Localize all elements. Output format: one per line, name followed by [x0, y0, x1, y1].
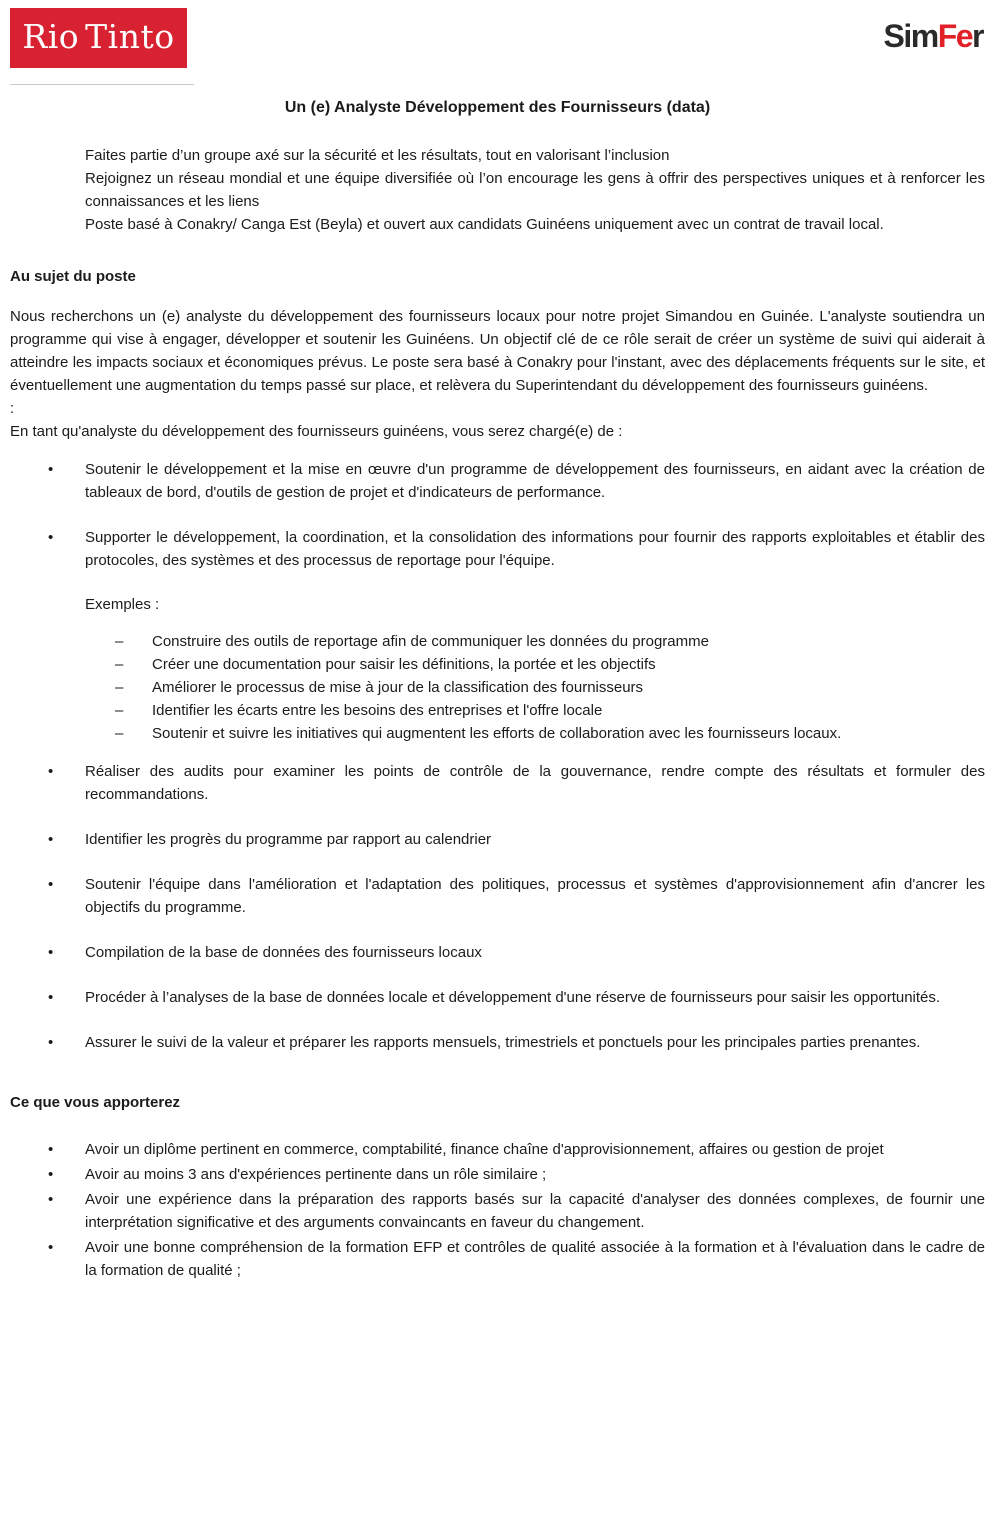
list-item: [48, 873, 985, 919]
list-item-text: Identifier les progrès du programme par rapport au calendrier: [85, 831, 492, 848]
simfer-logo: [884, 20, 983, 52]
list-item: [48, 1188, 985, 1234]
qualifications-list: [48, 1138, 985, 1282]
list-item-text: Améliorer le processus de mise à jour de la classification des fournisseurs: [152, 679, 644, 696]
bullet-marker: •: [48, 529, 54, 546]
responsibilities-list-rest: [48, 760, 985, 1054]
riotinto-logo: [10, 8, 187, 68]
bullet-marker: •: [48, 1141, 54, 1158]
logo-divider: [10, 84, 194, 85]
bullet-marker: •: [48, 1166, 54, 1183]
list-item: [48, 1138, 985, 1161]
list-item-text: Identifier les écarts entre les besoins des entreprises et l'offre locale: [152, 702, 603, 719]
section-heading-qualifications: Ce que vous apporterez: [10, 1094, 181, 1111]
list-item: [115, 653, 985, 676]
intro-paragraph-1: Faites partie d’un groupe axé sur la sécurité et les résultats, tout en valorisant l’inclusion: [85, 147, 670, 164]
list-item: [48, 458, 985, 504]
dash-marker: –: [115, 679, 124, 696]
examples-list: [115, 630, 985, 745]
list-item-text: Construire des outils de reportage afin de communiquer les données du programme: [152, 633, 709, 650]
bullet-marker: •: [48, 461, 54, 478]
list-item: [48, 1236, 985, 1282]
list-item: [48, 986, 985, 1009]
list-item-text: Avoir un diplôme pertinent en commerce, comptabilité, finance chaîne d'approvisionnement, affaires ou gestion de projet: [85, 1141, 884, 1158]
list-item-text: Avoir une bonne compréhension de la formation EFP et contrôles de qualité associée à la formation et à l'évaluation dans le cadre de la formation de qualité ;: [85, 1239, 985, 1279]
lead-in-line: En tant qu'analyste du développement des fournisseurs guinéens, vous serez chargé(e) de :: [10, 423, 623, 440]
list-item-text: Réaliser des audits pour examiner les points de contrôle de la gouvernance, rendre compte des résultats et formuler des recommandations.: [85, 763, 985, 803]
list-item-text: Supporter le développement, la coordination, et la consolidation des informations pour fournir des rapports exploitables et établir des protocoles, des systèmes et des processus de reportage pour l'équipe.: [85, 529, 985, 569]
simfer-logo-text-fe: Fe: [937, 18, 973, 54]
intro-block: [85, 144, 985, 236]
colon-line: :: [10, 400, 15, 417]
list-item-text: Assurer le suivi de la valeur et préparer les rapports mensuels, trimestriels et ponctuels pour les principales parties prenantes.: [85, 1034, 921, 1051]
list-item-text: Soutenir et suivre les initiatives qui augmentent les efforts de collaboration avec les fournisseurs locaux.: [152, 725, 842, 742]
list-item: [115, 722, 985, 745]
about-paragraph: Nous recherchons un (e) analyste du développement des fournisseurs locaux pour notre projet Simandou en Guinée. L'analyste soutiendra un programme qui vise à engager, développer et soutenir les Guinéens. Un objectif clé de ce rôle serait de créer un système de suivi qui aiderait à atteindre les impacts sociaux et économiques prévus. Le poste sera basé à Conakry pour l'instant, avec des déplacements fréquents sur le site, et éventuellement une augmentation du temps passé sur place, et relèvera du Superintendant du développement des fournisseurs guinéens.: [10, 308, 985, 394]
bullet-marker: •: [48, 1191, 54, 1208]
section-heading-about: Au sujet du poste: [10, 268, 136, 285]
list-item: [115, 630, 985, 653]
list-item: [48, 526, 985, 572]
list-item: [48, 1163, 985, 1186]
simfer-logo-text-sim: Sim: [883, 18, 938, 54]
dash-marker: –: [115, 633, 124, 650]
list-item-text: Procéder à l’analyses de la base de données locale et développement d'une réserve de fournisseurs pour saisir les opportunités.: [85, 989, 941, 1006]
bullet-marker: •: [48, 1034, 54, 1051]
bullet-marker: •: [48, 944, 54, 961]
list-item-text: Soutenir l'équipe dans l'amélioration et l'adaptation des politiques, processus et systèmes d'approvisionnement afin d'ancrer les objectifs du programme.: [85, 876, 985, 916]
responsibilities-list-top: [48, 458, 985, 572]
intro-paragraph-3: Poste basé à Conakry/ Canga Est (Beyla) et ouvert aux candidats Guinéens uniquement avec un contrat de travail local.: [85, 216, 884, 233]
list-item: [115, 676, 985, 699]
intro-paragraph-2: Rejoignez un réseau mondial et une équipe diversifiée où l’on encourage les gens à offrir des perspectives uniques et à renforcer les connaissances et les liens: [85, 170, 985, 210]
bullet-marker: •: [48, 876, 54, 893]
dash-marker: –: [115, 656, 124, 673]
list-item: [48, 1031, 985, 1054]
list-item-text: Compilation de la base de données des fournisseurs locaux: [85, 944, 482, 961]
examples-label: Exemples :: [85, 596, 160, 613]
page-title: Un (e) Analyste Développement des Fournisseurs (data): [284, 99, 711, 116]
list-item: [115, 699, 985, 722]
list-item-text: Avoir au moins 3 ans d'expériences pertinente dans un rôle similaire ;: [85, 1166, 547, 1183]
bullet-marker: •: [48, 763, 54, 780]
dash-marker: –: [115, 725, 124, 742]
dash-marker: –: [115, 702, 124, 719]
list-item: [48, 760, 985, 806]
list-item-text: Soutenir le développement et la mise en œuvre d'un programme de développement des fournisseurs, en aidant avec la création de tableaux de bord, d'outils de gestion de projet et d'indicateurs de performance.: [85, 461, 985, 501]
list-item: [48, 941, 985, 964]
riotinto-logo-text: Rio Tinto: [22, 17, 175, 56]
list-item-text: Créer une documentation pour saisir les définitions, la portée et les objectifs: [152, 656, 656, 673]
header: [10, 8, 985, 68]
bullet-marker: •: [48, 989, 54, 1006]
bullet-marker: •: [48, 1239, 54, 1256]
bullet-marker: •: [48, 831, 54, 848]
list-item: [48, 828, 985, 851]
list-item-text: Avoir une expérience dans la préparation des rapports basés sur la capacité d'analyser des données complexes, de fournir une interprétation significative et des arguments convaincants en faveur du changement.: [85, 1191, 985, 1231]
simfer-logo-text-r: r: [972, 18, 983, 54]
